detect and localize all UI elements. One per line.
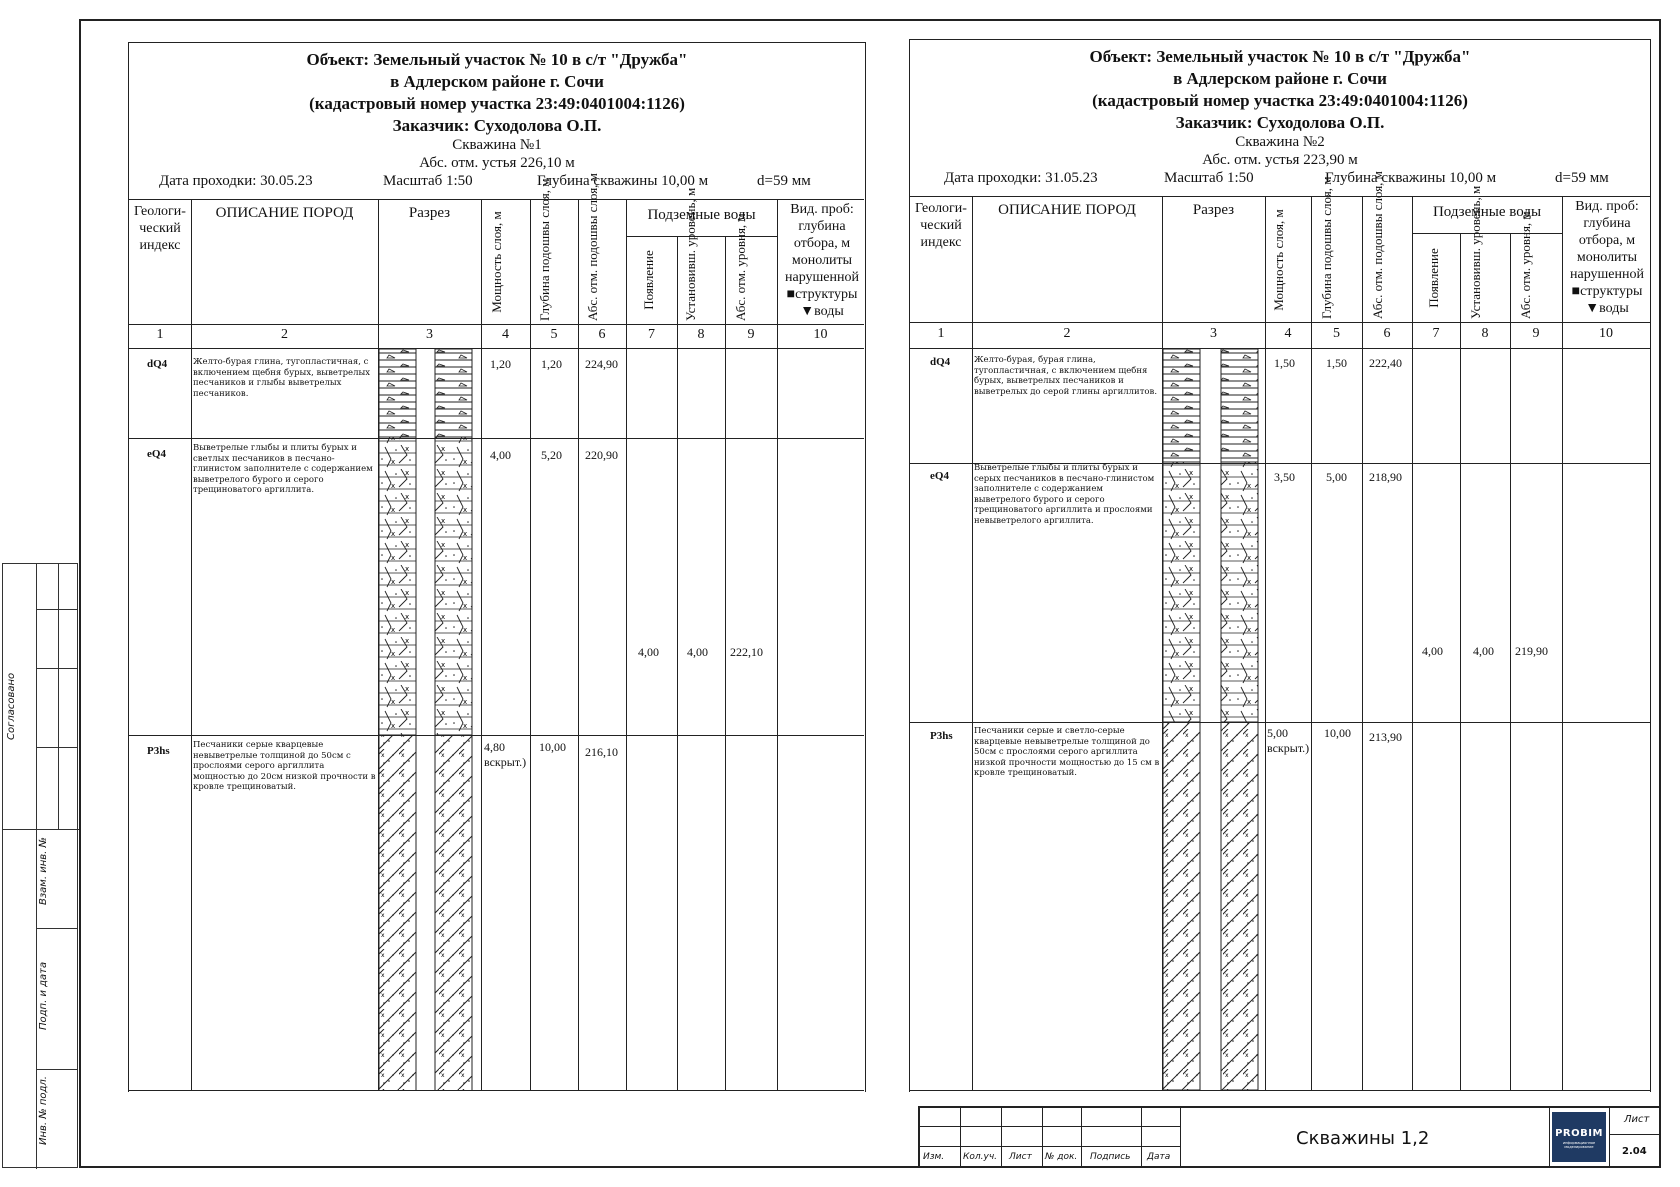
col-num: 4 — [502, 327, 509, 342]
side-vzam: Взам. инв. № — [38, 837, 49, 905]
stamp-podp: Подпись — [1090, 1152, 1131, 1162]
col-base-abs: Абс. отм. подошвы слоя, м — [585, 173, 600, 321]
col-description: ОПИСАНИЕ ПОРОД — [998, 202, 1136, 218]
object-line1: Объект: Земельный участок № 10 в с/т "Дружба" — [306, 50, 688, 69]
borehole-section-graphic — [379, 349, 481, 1091]
col-appearance: Появление — [1426, 248, 1441, 308]
col-section: Разрез — [1192, 202, 1235, 218]
col-num: 2 — [281, 327, 288, 342]
wellhead-elevation: Абс. отм. устья 223,90 м — [1202, 152, 1358, 168]
layer-description: Желто-бурая, бурая глина, тугопластичная, с включением щебня бурых, выветрелых песчаников и выветрелых до серой глины аргиллитов. — [974, 355, 1158, 397]
logo-subtext: информационное моделирование — [1562, 1141, 1596, 1149]
col-num: 3 — [1210, 326, 1217, 341]
layer-description: Выветрелые глыбы и плиты бурых и светлых песчаников в песчано-глинистом заполнителе с содержанием выветрелого бурого и серого трещиноватого аргиллита. — [193, 443, 373, 495]
well-depth: Глубина скважины 10,00 м — [1325, 170, 1497, 186]
probim-logo — [1552, 1112, 1606, 1162]
col-num: 5 — [550, 327, 558, 342]
layer-base-depth: 5,00 — [1326, 470, 1347, 484]
layer-description: Песчаники серые и светло-серые кварцевые невыветрелые толщиной до 50см с прослоями серого аргиллита низкой прочности мощностью до 15 см в кровле трещиноватый. — [974, 726, 1160, 778]
col-groundwater: Подземные воды — [647, 207, 756, 223]
col-samples: Вид. проб: глубина отбора, м монолиты нарушенной ■структуры ▼воды — [785, 202, 859, 319]
col-level-abs: Абс. отм. уровня, м — [733, 213, 748, 321]
sheet-title: Скважины 1,2 — [1296, 1128, 1430, 1149]
layer-index: eQ4 — [147, 448, 166, 460]
layer-base-depth: 10,00 — [1324, 726, 1351, 740]
col-num: 9 — [747, 327, 755, 342]
borehole-section-graphic — [1163, 349, 1265, 1090]
col-num: 9 — [1532, 326, 1540, 341]
layer-index: dQ4 — [930, 356, 951, 368]
well-number: Скважина №2 — [1235, 134, 1325, 150]
layer-description: Желто-бурая глина, тугопластичная, с включением щебня бурых, выветрелых песчаников и глыбы выветрелых песчаников. — [193, 357, 371, 399]
col-num: 10 — [1599, 326, 1613, 341]
layer-thickness: 4,80 вскрыт.) — [484, 740, 527, 769]
well-sheet-2 — [909, 39, 1651, 1092]
object-line2: в Адлерском районе г. Сочи — [1173, 69, 1387, 88]
object-line3: (кадастровый номер участка 23:49:0401004:1126) — [1092, 91, 1468, 110]
col-samples: Вид. проб: глубина отбора, м монолиты нарушенной ■структуры ▼воды — [1570, 199, 1644, 316]
col-num: 7 — [1432, 326, 1440, 341]
layer-thickness: 5,00 вскрыт.) — [1267, 726, 1310, 755]
stamp-list-number: 2.04 — [1622, 1146, 1647, 1157]
col-num: 3 — [426, 327, 433, 342]
water-appearance: 4,00 — [1422, 644, 1443, 658]
col-num: 8 — [697, 327, 705, 342]
layer-thickness: 1,50 — [1274, 356, 1295, 370]
object-line3: (кадастровый номер участка 23:49:0401004:1126) — [309, 94, 685, 113]
layer-thickness: 1,20 — [490, 357, 511, 371]
layer-base-depth: 1,20 — [541, 357, 562, 371]
col-base-abs: Абс. отм. подошвы слоя, м — [1370, 171, 1385, 319]
col-geo-index: Геологи-ческий индекс — [134, 204, 186, 253]
stamp-ndok: № док. — [1045, 1152, 1078, 1162]
object-line2: в Адлерском районе г. Сочи — [390, 72, 604, 91]
col-base-depth: Глубина подошвы слоя, м — [1319, 176, 1334, 319]
layer-base-abs: 222,40 — [1369, 356, 1402, 370]
col-steady-level: Установивш. уровень, м — [1468, 185, 1483, 319]
col-num: 6 — [598, 327, 606, 342]
water-steady-level: 4,00 — [1473, 644, 1494, 658]
layer-base-depth: 5,20 — [541, 448, 562, 462]
col-num: 1 — [156, 327, 164, 342]
object-line1: Объект: Земельный участок № 10 в с/т "Дружба" — [1089, 47, 1471, 66]
col-num: 4 — [1284, 326, 1292, 341]
layer-index: P3hs — [930, 730, 953, 742]
layer-description: Песчаники серые кварцевые невыветрелые толщиной до 50см с прослоями серого аргиллита мощностью до 20см низкой прочности в кровле трещиноватый. — [193, 740, 376, 792]
wellhead-elevation: Абс. отм. устья 226,10 м — [419, 155, 575, 171]
col-geo-index: Геологи-ческий индекс — [915, 201, 967, 250]
col-num: 7 — [648, 327, 655, 342]
layer-description: Выветрелые глыбы и плиты бурых и серых песчаников в песчано-глинистом заполнителе с содержанием выветрелого бурого и серого трещиноватого аргиллита и прослоями невыветрелого аргиллита. — [974, 463, 1155, 526]
col-num: 5 — [1333, 326, 1340, 341]
layer-base-abs: 218,90 — [1369, 470, 1402, 484]
stamp-list: Лист — [1009, 1152, 1032, 1162]
well-depth: Глубина скважины 10,00 м — [537, 173, 709, 189]
side-inv: Инв. № подл. — [38, 1076, 49, 1145]
scale: Масштаб 1:50 — [1164, 170, 1254, 186]
stamp-izm: Изм. — [923, 1152, 945, 1162]
diameter: d=59 мм — [757, 173, 811, 189]
water-level-abs: 219,90 — [1515, 644, 1548, 658]
layer-index: dQ4 — [147, 358, 168, 370]
col-num: 2 — [1063, 326, 1071, 341]
title-block — [918, 1106, 1661, 1168]
col-groundwater: Подземные воды — [1432, 204, 1542, 220]
side-soglasovano: Согласовано — [6, 672, 17, 740]
layer-index: eQ4 — [930, 470, 949, 482]
drill-date: Дата проходки: 31.05.23 — [944, 170, 1098, 186]
diameter: d=59 мм — [1555, 170, 1609, 186]
col-description: ОПИСАНИЕ ПОРОД — [215, 205, 354, 221]
layer-index: P3hs — [147, 745, 170, 757]
logo-text: PROBIM — [1555, 1128, 1603, 1139]
col-thickness: Мощность слоя, м — [1271, 209, 1286, 311]
layer-base-depth: 1,50 — [1326, 356, 1347, 370]
water-level-abs: 222,10 — [730, 645, 763, 659]
col-num: 6 — [1383, 326, 1391, 341]
layer-thickness: 4,00 — [490, 448, 511, 462]
layer-thickness: 3,50 — [1274, 470, 1295, 484]
col-level-abs: Абс. отм. уровня, м — [1518, 211, 1533, 319]
col-base-depth: Глубина подошвы слоя, м — [537, 178, 552, 321]
stamp-list-label: Лист — [1624, 1114, 1650, 1125]
drill-date: Дата проходки: 30.05.23 — [159, 173, 313, 189]
col-num: 1 — [937, 326, 945, 341]
layer-base-abs: 224,90 — [585, 357, 618, 371]
customer: Заказчик: Суходолова О.П. — [1175, 113, 1385, 132]
layer-base-abs: 213,90 — [1369, 730, 1402, 744]
scale: Масштаб 1:50 — [383, 173, 473, 189]
col-num: 8 — [1481, 326, 1489, 341]
col-appearance: Появление — [641, 250, 656, 310]
water-steady-level: 4,00 — [687, 645, 708, 659]
customer: Заказчик: Суходолова О.П. — [392, 116, 602, 135]
water-appearance: 4,00 — [638, 645, 659, 659]
col-thickness: Мощность слоя, м — [489, 211, 504, 313]
layer-base-depth: 10,00 — [539, 740, 566, 754]
layer-base-abs: 216,10 — [585, 745, 618, 759]
layer-base-abs: 220,90 — [585, 448, 618, 462]
well-number: Скважина №1 — [452, 137, 542, 153]
col-num: 10 — [813, 327, 828, 342]
col-section: Разрез — [408, 205, 451, 221]
side-podp: Подп. и дата — [38, 961, 49, 1030]
stamp-kol: Кол.уч. — [963, 1152, 998, 1162]
col-steady-level: Установивш. уровень, м — [683, 187, 698, 321]
well-sheet-1 — [128, 42, 866, 1092]
stamp-data: Дата — [1147, 1152, 1171, 1162]
